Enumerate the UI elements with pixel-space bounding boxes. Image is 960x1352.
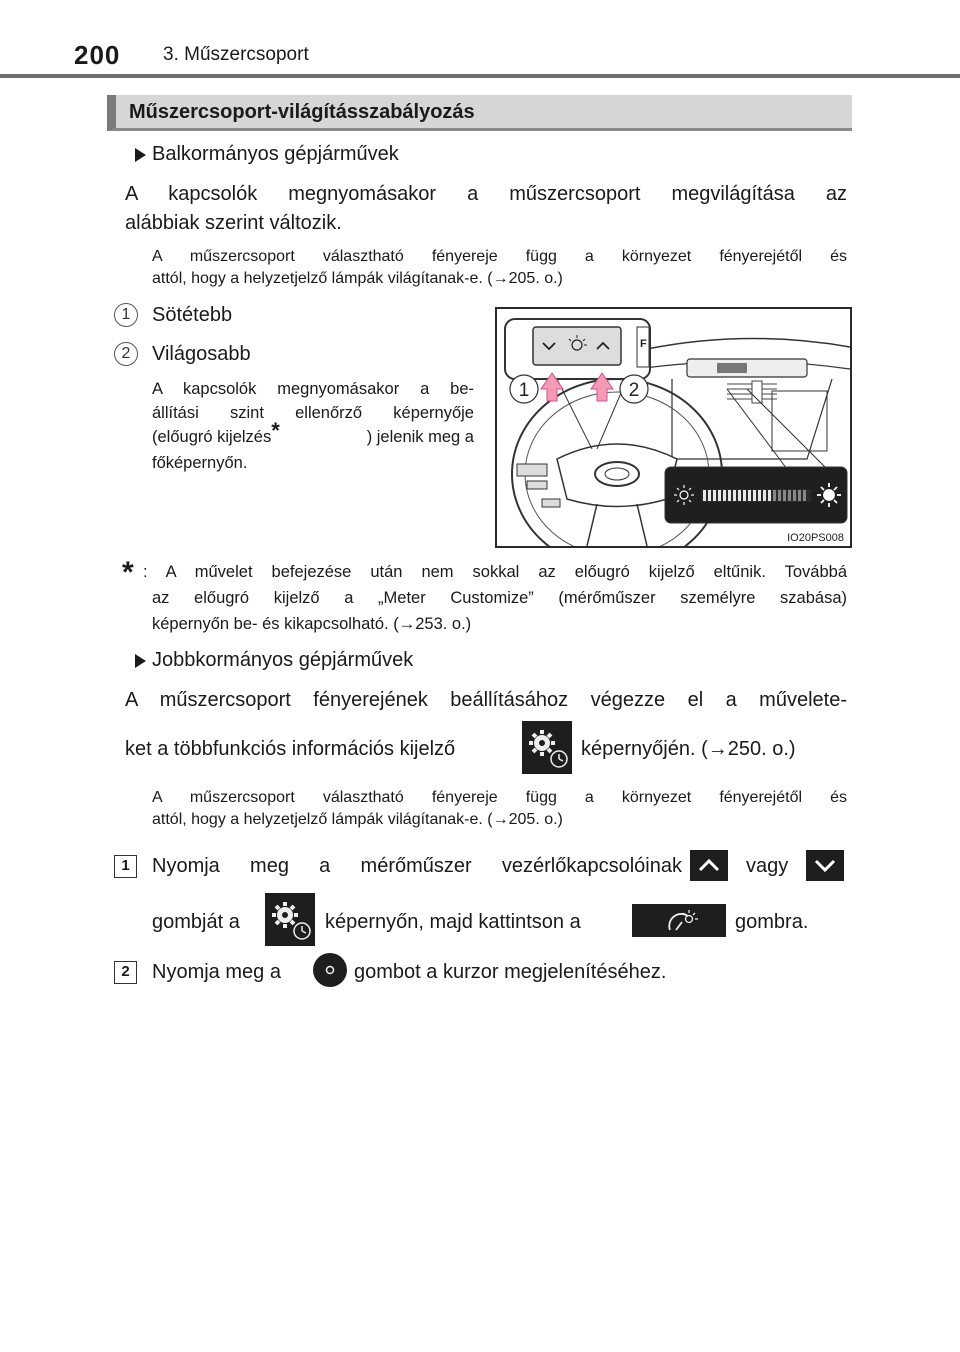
lhd-intro-line1: A kapcsolók megnyomásakor a műszercsoport megvilágítása az	[125, 183, 847, 205]
page-number: 200	[74, 40, 121, 70]
step1-line1b: vagy	[746, 855, 789, 877]
diagram-callout-1: 1	[518, 380, 530, 401]
chapter-title: 3. Műszercsoport	[163, 44, 309, 65]
footnote-line2: az előugró kijelző a „Meter Customize” (mérőműszer személyre szabása)	[152, 589, 847, 607]
section-header	[107, 95, 852, 131]
dashboard-illustration	[497, 309, 850, 546]
rhd-heading: Jobbkormányos gépjárművek	[152, 649, 414, 671]
step1-line1a: Nyomja meg a mérőműszer vezérlőkapcsolóinak	[152, 855, 682, 877]
meter-brightness-icon	[632, 904, 726, 937]
bullet-triangle-icon	[135, 148, 146, 162]
header-rule	[0, 74, 960, 78]
gear-clock-icon	[265, 893, 315, 946]
step2-text-b: gombot a kurzor megjelenítéséhez.	[354, 961, 667, 983]
ok-button-icon	[313, 953, 347, 987]
popup-desc-line3	[152, 417, 474, 448]
popup-desc-line3-a: (előugró kijelzés*	[152, 417, 280, 446]
lhd-heading: Balkormányos gépjárművek	[152, 143, 399, 165]
rhd-note-line2: attól, hogy a helyzetjelző lámpák világítanak-e. (→205. o.)	[152, 811, 563, 828]
bullet-triangle-icon	[135, 654, 146, 668]
step2-text-a: Nyomja meg a	[152, 961, 281, 983]
rhd-line2b: képernyőjén. (→250. o.)	[581, 738, 796, 760]
popup-desc-line4: főképernyőn.	[152, 454, 248, 472]
footnote-line3: képernyőn be- és kikapcsolható. (→253. o.)	[152, 615, 472, 633]
diagram-code: IO20PS008	[787, 532, 844, 544]
svg-text:F: F	[640, 338, 647, 350]
settings-screen-icon	[522, 721, 572, 774]
item-brighter-label: Világosabb	[152, 343, 251, 365]
item-darker-label: Sötétebb	[152, 304, 233, 326]
step-number-2: 2	[114, 961, 137, 984]
footnote-marker: *	[271, 417, 280, 443]
lhd-note-line2: attól, hogy a helyzetjelző lámpák világítanak-e. (→205. o.)	[152, 270, 563, 287]
item-number-2: 2	[114, 342, 138, 366]
rhd-note-line1: A műszercsoport választható fényereje függ a környezet fényerejétől és	[152, 789, 847, 806]
step1-line2a: gombját a	[152, 911, 240, 933]
chevron-up-icon	[690, 850, 728, 881]
diagram-callout-2: 2	[628, 380, 640, 401]
popup-desc-line2: állítási szint ellenőrző képernyője	[152, 404, 474, 422]
lhd-intro-line2: alábbiak szerint változik.	[125, 212, 342, 234]
footnote-line1: : A művelet befejezése után nem sokkal az előugró kijelző eltűnik. Továbbá	[143, 563, 847, 581]
popup-desc-line3-b: ) jelenik meg a	[366, 428, 474, 446]
lhd-note-line1: A műszercsoport választható fényereje függ a környezet fényerejétől és	[152, 248, 847, 265]
rhd-line1: A műszercsoport fényerejének beállításához végezze el a művelete-	[125, 689, 847, 711]
footnote-star: *	[122, 556, 134, 589]
step1-line2b: képernyőn, majd kattintson a	[325, 911, 581, 933]
rhd-line2a: ket a többfunkciós információs kijelző	[125, 738, 456, 760]
step1-line2c: gombra.	[735, 911, 809, 933]
item-number-1: 1	[114, 303, 138, 327]
step-number-1: 1	[114, 855, 137, 878]
instrument-panel-diagram	[495, 307, 852, 548]
popup-desc-line1: A kapcsolók megnyomásakor a be-	[152, 380, 474, 398]
chevron-down-icon	[806, 850, 844, 881]
section-title: Műszercsoport-világításszabályozás	[129, 101, 475, 123]
